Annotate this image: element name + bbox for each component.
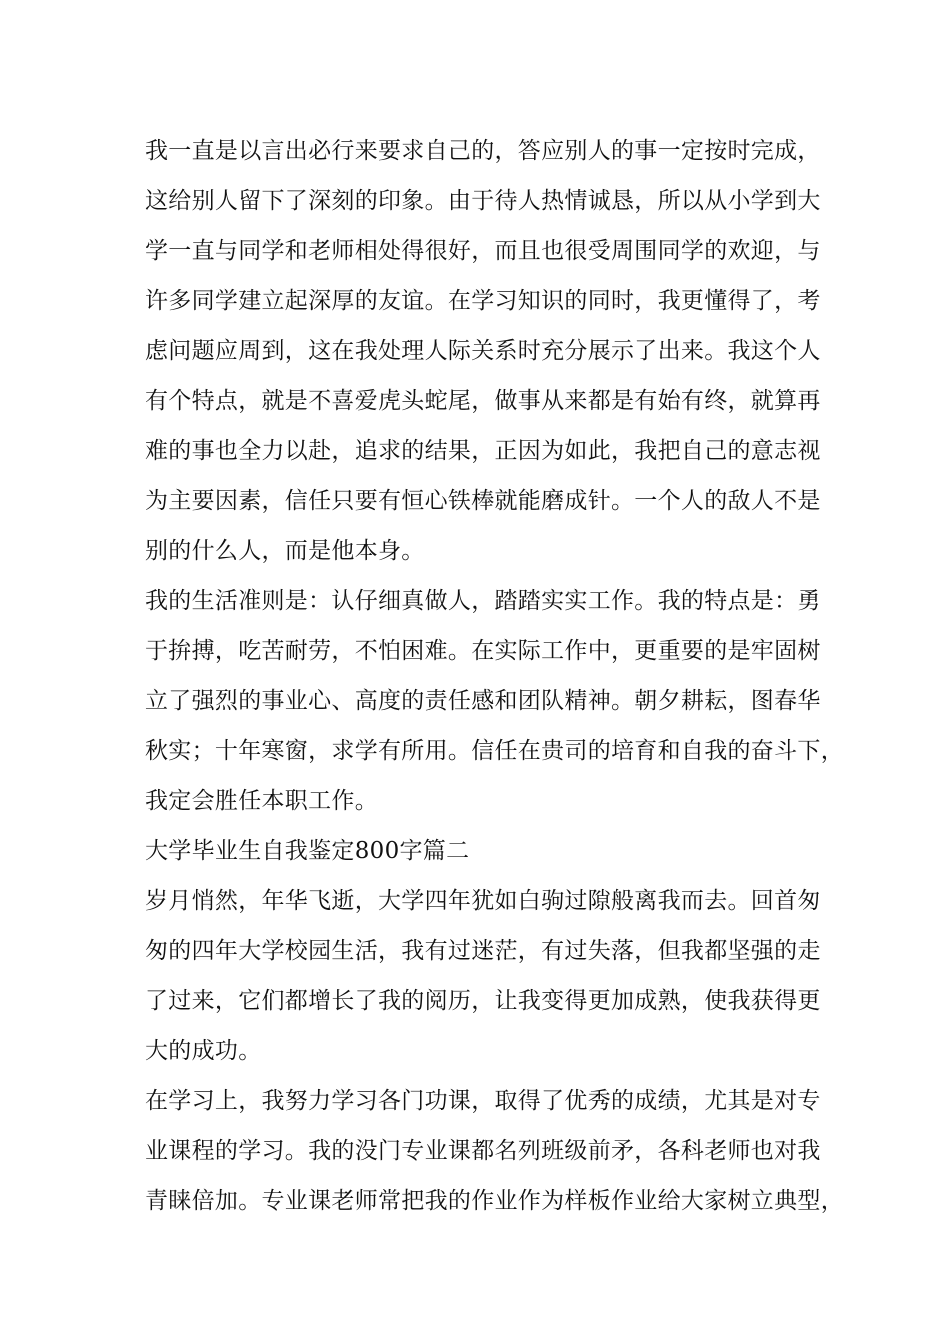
text-line: 于拚搏，吃苦耐劳，不怕困难。在实际工作中，更重要的是牢固树	[145, 638, 821, 664]
text-line: 在学习上，我努力学习各门功课，取得了优秀的成绩，尤其是对专	[145, 1088, 821, 1114]
text-line: 为主要因素，信任只要有恒心铁棒就能磨成针。一个人的敌人不是	[145, 488, 821, 514]
text-line: 难的事也全力以赴，追求的结果，正因为如此，我把自己的意志视	[145, 438, 821, 464]
text-line: 业课程的学习。我的没门专业课都名列班级前矛，各科老师也对我	[145, 1138, 821, 1164]
text-line: 岁月悄然，年华飞逝，大学四年犹如白驹过隙般离我而去。回首匆	[145, 888, 821, 914]
text-line: 我的生活准则是：认仔细真做人，踏踏实实工作。我的特点是：勇	[145, 588, 821, 614]
text-line: 匆的四年大学校园生活，我有过迷茫，有过失落，但我都坚强的走	[145, 938, 821, 964]
text-line: 我一直是以言出必行来要求自己的，答应别人的事一定按时完成，	[145, 138, 821, 164]
section-heading: 大学毕业生自我鉴定800字篇二	[145, 838, 470, 864]
text-line: 学一直与同学和老师相处得很好，而且也很受周围同学的欢迎，与	[145, 238, 821, 264]
text-line: 虑问题应周到，这在我处理人际关系时充分展示了出来。我这个人	[145, 338, 821, 364]
text-line: 许多同学建立起深厚的友谊。在学习知识的同时，我更懂得了，考	[145, 288, 821, 314]
text-line: 了过来，它们都增长了我的阅历，让我变得更加成熟，使我获得更	[145, 988, 821, 1014]
text-line: 别的什么人，而是他本身。	[145, 538, 425, 564]
text-line: 青睐倍加。专业课老师常把我的作业作为样板作业给大家树立典型，	[145, 1188, 844, 1214]
text-line: 大的成功。	[145, 1038, 262, 1064]
text-line: 这给别人留下了深刻的印象。由于待人热情诚恳，所以从小学到大	[145, 188, 821, 214]
text-line: 秋实；十年寒窗，求学有所用。信任在贵司的培育和自我的奋斗下，	[145, 738, 844, 764]
text-line: 我定会胜任本职工作。	[145, 788, 378, 814]
text-line: 立了强烈的事业心、高度的责任感和团队精神。朝夕耕耘，图春华	[145, 688, 821, 714]
text-line: 有个特点，就是不喜爱虎头蛇尾，做事从来都是有始有终，就算再	[145, 388, 821, 414]
